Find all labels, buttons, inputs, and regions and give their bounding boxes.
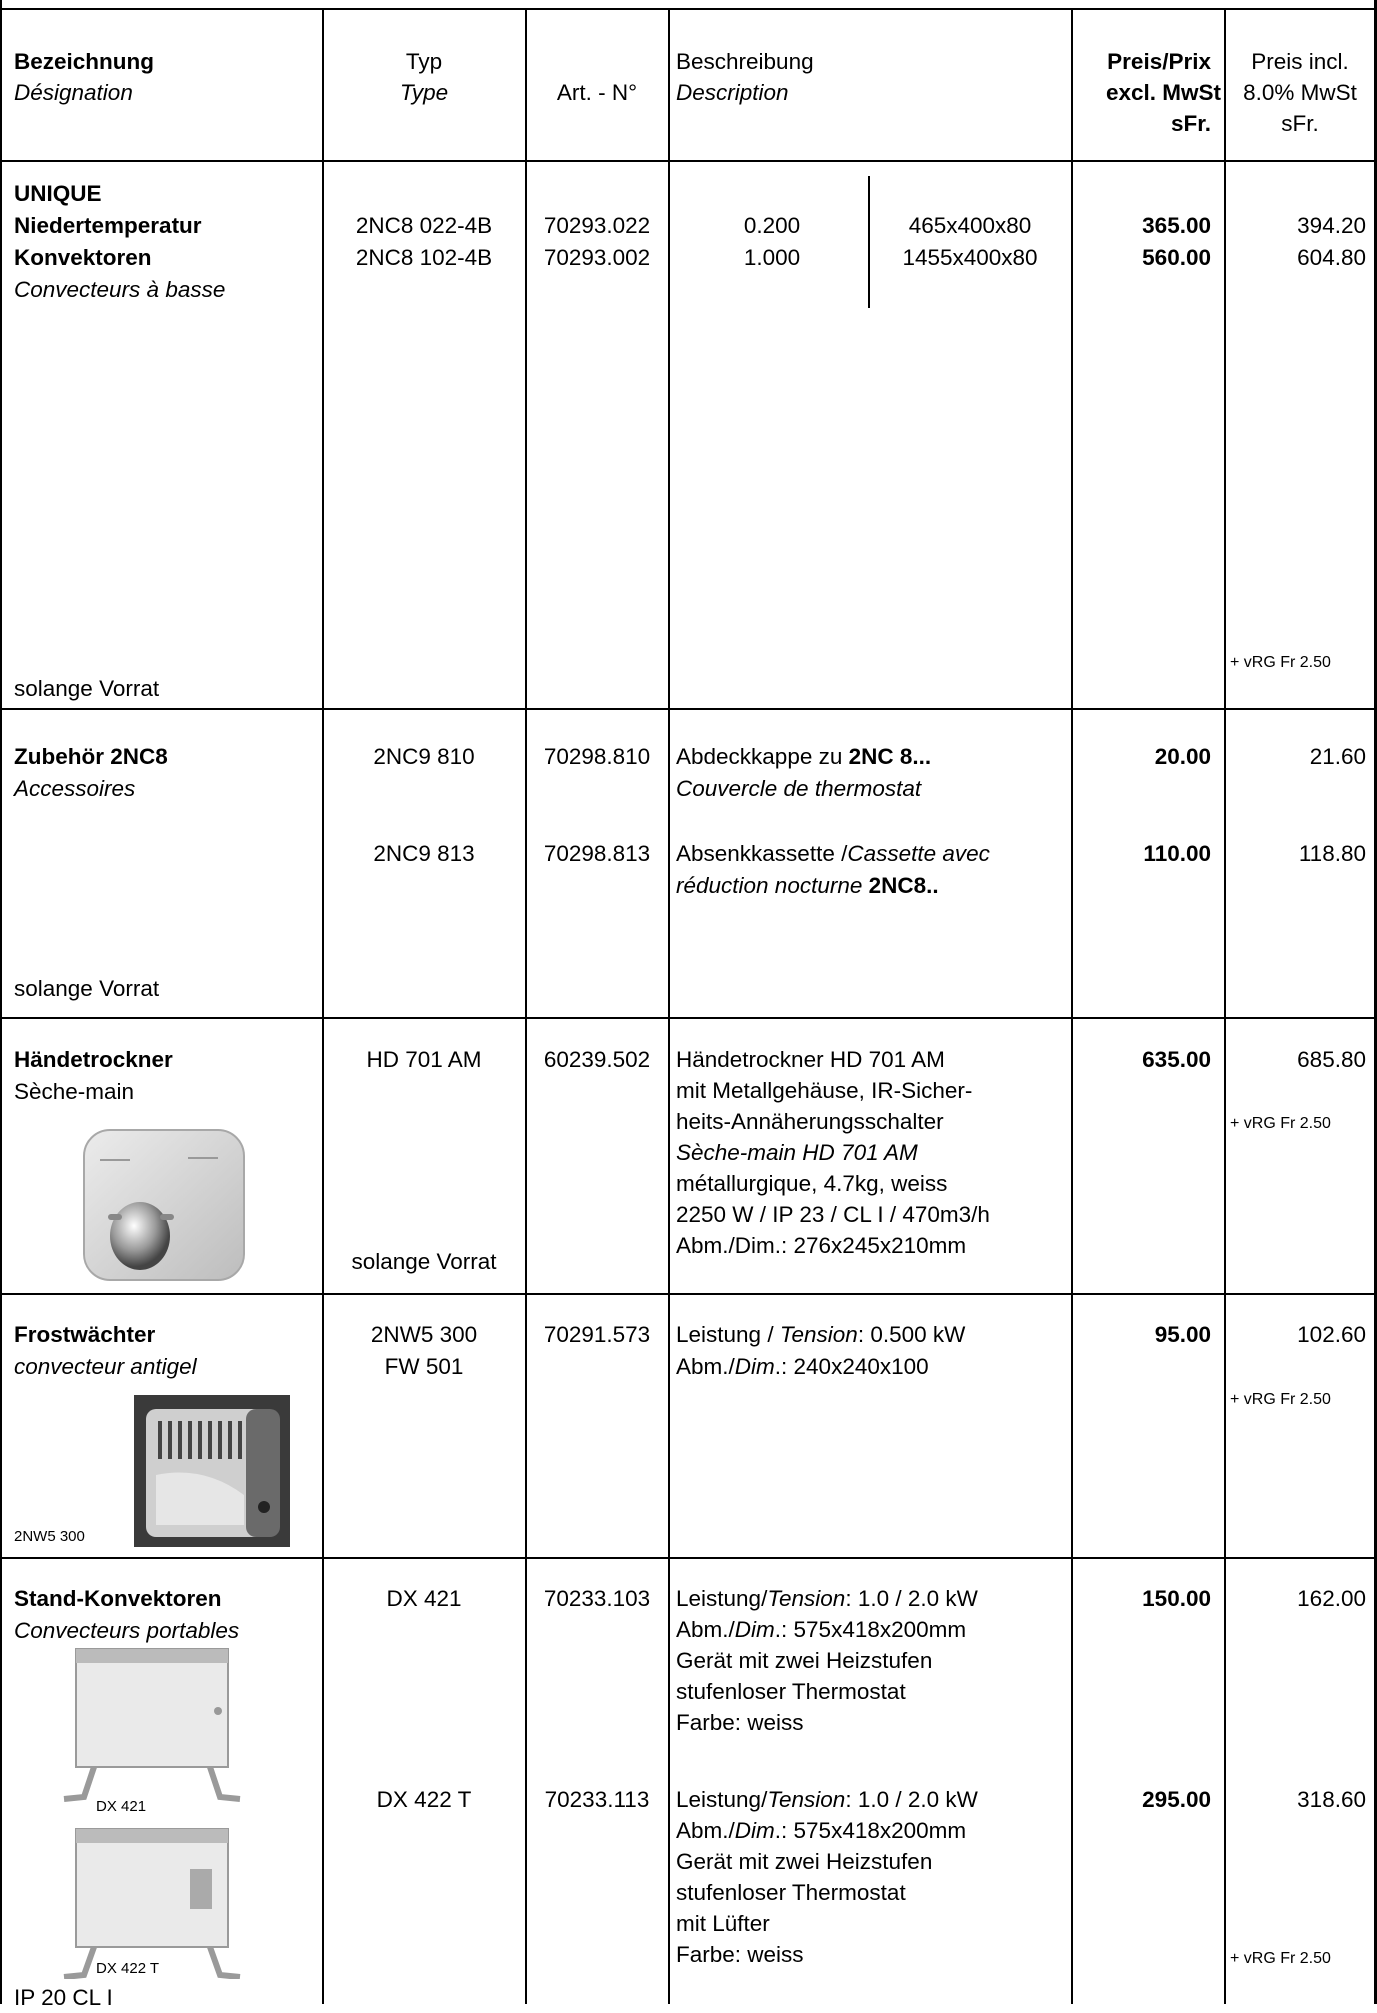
unique-vrg: + vRG Fr 2.50 [1230, 654, 1331, 671]
stand-art-1: 70233.103 [543, 1586, 651, 1611]
header-incl: Preis incl. [1251, 49, 1349, 74]
unique-price-incl-2: 604.80 [1297, 245, 1366, 270]
row-line-header [0, 160, 1377, 162]
row-line-zubehoer [0, 1017, 1377, 1019]
stand-desc-1-3: Gerät mit zwei Heizstufen [676, 1648, 933, 1673]
stand-price-1: 150.00 [1142, 1586, 1211, 1611]
zubehoer-typ-1: 2NC9 810 [373, 744, 475, 769]
unique-typ-2: 2NC8 102-4B [355, 245, 493, 270]
stand-desc-2-3: Gerät mit zwei Heizstufen [676, 1849, 933, 1874]
hd-desc-6: Abm./Dim.: 276x245x210mm [676, 1233, 967, 1258]
hd-desc-3: heits-Annäherungsschalter [676, 1109, 944, 1134]
header-preis: Preis/Prix [1107, 49, 1211, 74]
unique-name-fr: Convecteurs à basse [14, 277, 226, 302]
header-excl: excl. MwSt [1105, 80, 1221, 105]
hd-desc-4: métallurgique, 4.7kg, weiss [676, 1171, 948, 1196]
header-artnr: Art. - N° [556, 80, 638, 105]
frost-vrg: + vRG Fr 2.50 [1230, 1391, 1331, 1408]
header-description: Description [676, 80, 789, 105]
hd-price-incl: 685.80 [1297, 1047, 1366, 1072]
unique-dim-1: 465x400x80 [908, 213, 1032, 238]
row-line-unique [0, 708, 1377, 710]
stand-desc-1-4: stufenloser Thermostat [676, 1679, 906, 1704]
frost-name: Frostwächter [14, 1322, 156, 1347]
stand-art-2: 70233.113 [544, 1787, 650, 1812]
zubehoer-art-2: 70298.813 [543, 841, 651, 866]
header-beschreibung: Beschreibung [676, 49, 814, 74]
stand-price-incl-1: 162.00 [1297, 1586, 1366, 1611]
header-typ: Typ [405, 49, 443, 74]
stand-desc-1-5: Farbe: weiss [676, 1710, 804, 1735]
hd-typ-note: solange Vorrat [351, 1249, 497, 1274]
zubehoer-note: solange Vorrat [14, 976, 160, 1001]
unique-price-2: 560.00 [1142, 245, 1211, 270]
unique-name-1: UNIQUE [14, 181, 102, 206]
hand-dryer-image [78, 1118, 250, 1288]
frost-price: 95.00 [1154, 1322, 1211, 1347]
frost-desc-1: Leistung / Tension: 0.500 kW [676, 1322, 966, 1347]
unique-price-1: 365.00 [1142, 213, 1211, 238]
stand-name: Stand-Konvektoren [14, 1586, 222, 1611]
hd-typ: HD 701 AM [366, 1047, 482, 1072]
stand-price-2: 295.00 [1142, 1787, 1211, 1812]
stand-vrg: + vRG Fr 2.50 [1230, 1950, 1331, 1967]
stand-price-incl-2: 318.60 [1297, 1787, 1366, 1812]
hd-desc-fr: Sèche-main HD 701 AM [676, 1140, 918, 1165]
stand-img2-label: DX 422 T [96, 1960, 160, 1977]
unique-name-2: Niedertemperatur [14, 213, 202, 238]
unique-dim-2: 1455x400x80 [902, 245, 1038, 270]
hd-desc-2: mit Metallgehäuse, IR-Sicher- [676, 1078, 973, 1103]
zubehoer-desc-1-fr: Couvercle de thermostat [676, 776, 922, 801]
hd-desc-5: 2250 W / IP 23 / CL I / 470m3/h [676, 1202, 990, 1227]
stand-desc-1-1: Leistung/Tension: 1.0 / 2.0 kW [676, 1586, 978, 1611]
frost-name-fr: convecteur antigel [14, 1354, 197, 1379]
zubehoer-price-2: 110.00 [1143, 841, 1211, 866]
row-line-hd [0, 1293, 1377, 1295]
frost-img-label: 2NW5 300 [14, 1528, 85, 1545]
zubehoer-art-1: 70298.810 [543, 744, 651, 769]
stand-typ-1: DX 421 [386, 1586, 462, 1611]
header-sfr: sFr. [1170, 111, 1211, 136]
zubehoer-desc-1: Abdeckkappe zu 2NC 8... [676, 744, 932, 769]
header-designation: Désignation [14, 80, 133, 105]
unique-typ-1: 2NC8 022-4B [355, 213, 493, 238]
zubehoer-desc-2: Absenkkassette /Cassette avec [676, 841, 990, 866]
unique-price-incl-1: 394.20 [1297, 213, 1366, 238]
row-line-top [0, 8, 1377, 10]
header-type: Type [399, 80, 449, 105]
zubehoer-name-fr: Accessoires [14, 776, 136, 801]
unique-art-2: 70293.002 [543, 245, 651, 270]
stand-note: IP 20 CL I [14, 1985, 113, 2010]
hd-name: Händetrockner [14, 1047, 173, 1072]
convector-dx421-image [60, 1647, 244, 1803]
hd-name-fr: Sèche-main [14, 1079, 135, 1104]
unique-art-1: 70293.022 [543, 213, 651, 238]
stand-desc-2-4: stufenloser Thermostat [676, 1880, 906, 1905]
frost-art: 70291.573 [543, 1322, 651, 1347]
frost-desc-2: Abm./Dim.: 240x240x100 [676, 1354, 929, 1379]
zubehoer-price-1: 20.00 [1154, 744, 1211, 769]
header-bezeichnung: Bezeichnung [14, 49, 155, 74]
border-left [0, 0, 2, 2004]
hd-price: 635.00 [1142, 1047, 1211, 1072]
stand-desc-2-2: Abm./Dim.: 575x418x200mm [676, 1818, 967, 1843]
unique-kw-1: 0.200 [743, 213, 801, 238]
header-sfr-incl: sFr. [1281, 111, 1319, 136]
stand-desc-2-5: mit Lüfter [676, 1911, 770, 1936]
row-line-frost [0, 1557, 1377, 1559]
stand-desc-2-1: Leistung/Tension: 1.0 / 2.0 kW [676, 1787, 978, 1812]
zubehoer-typ-2: 2NC9 813 [373, 841, 475, 866]
unique-kw-2: 1.000 [743, 245, 801, 270]
unique-inner-divider [868, 176, 870, 308]
col-line-3 [668, 8, 670, 2004]
frost-heater-image [134, 1395, 290, 1547]
zubehoer-desc-2-fr: réduction nocturne 2NC8.. [676, 873, 939, 898]
col-line-4 [1071, 8, 1073, 2004]
stand-typ-2: DX 422 T [376, 1787, 472, 1812]
frost-price-incl: 102.60 [1297, 1322, 1366, 1347]
hd-vrg: + vRG Fr 2.50 [1230, 1115, 1331, 1132]
col-line-1 [322, 8, 324, 2004]
col-line-5 [1224, 8, 1226, 2004]
frost-typ-1: 2NW5 300 [370, 1322, 478, 1347]
stand-desc-1-2: Abm./Dim.: 575x418x200mm [676, 1617, 967, 1642]
col-line-2 [525, 8, 527, 2004]
zubehoer-price-incl-1: 21.60 [1309, 744, 1366, 769]
unique-note: solange Vorrat [14, 676, 160, 701]
stand-name-fr: Convecteurs portables [14, 1618, 240, 1643]
stand-img1-label: DX 421 [96, 1798, 147, 1815]
unique-name-3: Konvektoren [14, 245, 152, 270]
header-mwst: 8.0% MwSt [1243, 80, 1357, 105]
zubehoer-price-incl-2: 118.80 [1298, 841, 1366, 866]
hd-art: 60239.502 [543, 1047, 651, 1072]
stand-desc-2-6: Farbe: weiss [676, 1942, 804, 1967]
zubehoer-name: Zubehör 2NC8 [14, 744, 168, 769]
hd-desc-1: Händetrockner HD 701 AM [676, 1047, 945, 1072]
frost-typ-2: FW 501 [384, 1354, 464, 1379]
